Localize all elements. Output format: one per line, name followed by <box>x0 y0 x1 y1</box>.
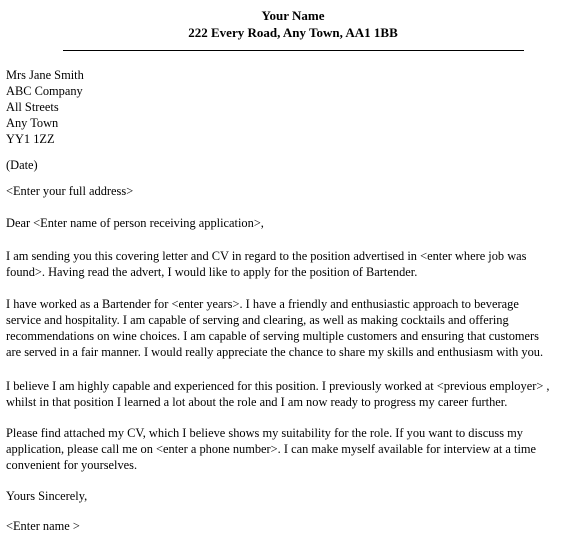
header-divider <box>63 50 524 51</box>
sender-full-address: <Enter your full address> <box>6 184 134 198</box>
recipient-line: ABC Company <box>6 84 83 98</box>
paragraph-contact <box>6 425 582 473</box>
recipient-line: Any Town <box>6 116 59 130</box>
paragraph-line: Please find attached my CV, which I believe shows my suitability for the role. If you want to discuss my <box>6 426 523 440</box>
letter-date: (Date) <box>6 158 38 172</box>
recipient-line: YY1 1ZZ <box>6 132 55 146</box>
paragraph-capability <box>6 378 582 410</box>
recipient-line: Mrs Jane Smith <box>6 68 84 82</box>
paragraph-line: convenient for yourselves. <box>6 458 138 472</box>
paragraph-line: application, please call me on <enter a phone number>. I can make myself available for interview at a time <box>6 442 537 456</box>
paragraph-line: service and hospitality. I am capable of serving and clearing, as well as making cocktails and offering <box>6 313 509 327</box>
paragraph-line: I am sending you this covering letter and CV in regard to the position advertised in <enter where job was <box>6 249 527 263</box>
paragraph-line: I believe I am highly capable and experienced for this position. I previously worked at <previous employer> , <box>6 379 550 393</box>
signature-name: <Enter name > <box>6 519 80 533</box>
salutation: Dear <Enter name of person receiving application>, <box>6 216 264 230</box>
recipient-line: All Streets <box>6 100 59 114</box>
paragraph-line: are served in a fair manner. I would really appreciate the chance to share my skills and enthusiasm with you. <box>6 345 544 359</box>
paragraph-line: whilst in that position I learned a lot about the role and I am now ready to progress my career further. <box>6 395 508 409</box>
sender-address-heading: 222 Every Road, Any Town, AA1 1BB <box>188 25 398 40</box>
sender-name-heading: Your Name <box>261 8 325 23</box>
closing: Yours Sincerely, <box>6 489 88 503</box>
paragraph-line: recommendations on wine choices. I am capable of serving multiple customers and ensuring that customers <box>6 329 539 343</box>
paragraph-line: found>. Having read the advert, I would like to apply for the position of Bartender. <box>6 265 418 279</box>
paragraph-intro <box>6 248 582 280</box>
paragraph-line: I have worked as a Bartender for <enter years>. I have a friendly and enthusiastic approach to beverage <box>6 297 519 311</box>
recipient-address-block <box>6 67 582 147</box>
paragraph-experience <box>6 296 582 360</box>
